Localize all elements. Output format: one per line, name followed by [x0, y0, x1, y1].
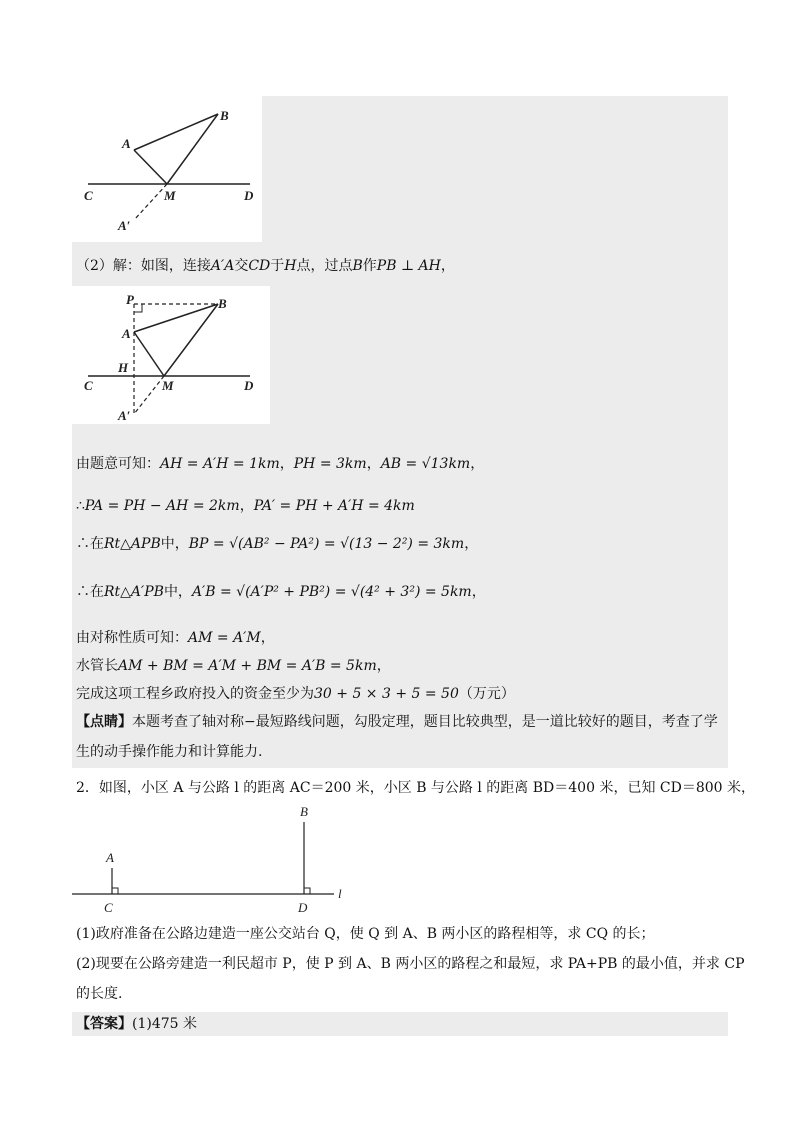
fig1-label-d: D — [244, 188, 254, 203]
step-7-unit: （万元） — [458, 686, 515, 702]
fig3-label-c: C — [104, 900, 113, 915]
step-3-prefix: ∴在 — [76, 536, 104, 552]
figure-3-diagram — [72, 800, 362, 918]
step-6: 水管长AM + BM = A′M + BM = A′B = 5km， — [76, 658, 391, 674]
fig1-label-m: M — [164, 188, 176, 203]
question-1 — [76, 924, 655, 944]
comment-text-2: 生的动手操作能力和计算能力. — [76, 744, 263, 760]
step-6-text: 水管长 — [76, 658, 118, 674]
fig2-label-m: M — [162, 378, 174, 393]
step-3: ∴在Rt△APB中，BP = √(AB² − PA²) = √(13 − 2²) = 3km， — [76, 536, 479, 552]
question-2-text-2: 的长度. — [76, 986, 123, 1002]
step-3-mid: 中， — [160, 536, 189, 552]
step-4-math: A′B = √(A′P² + PB²) = √(4² + 3²) = 5km — [191, 584, 472, 600]
answer-tag: 【答案】 — [76, 1016, 132, 1032]
step-7-math: 30 + 5 × 3 + 5 = 50 — [314, 686, 459, 702]
fig1-label-c: C — [84, 188, 93, 203]
step-7-text: 完成这项工程乡政府投入的资金至少为 — [76, 686, 314, 702]
fig1-label-b: B — [220, 108, 229, 123]
question-2-line-2 — [76, 984, 122, 1004]
step-1-text: 由题意可知： — [76, 456, 160, 472]
question-2-text-1: (2)现要在公路旁建造一利民超市 P，使 P 到 A、B 两小区的路程之和最短，求 PA+PB 的最小值，并求 CP — [76, 956, 745, 972]
step-4-triangle: Rt△A′PB — [104, 584, 164, 600]
solution-intro — [76, 256, 455, 276]
fig1-label-a: A — [122, 136, 131, 151]
step-2-math-2: PA′ = PH + A′H = 4km — [253, 498, 415, 514]
fig2-label-b: B — [218, 296, 227, 311]
intro-mid-2: 于 — [270, 258, 285, 274]
step-4-prefix: ∴在 — [76, 584, 104, 600]
step-5: 由对称性质可知：AM = A′M， — [76, 630, 275, 646]
step-3-math: BP = √(AB² − PA²) = √(13 − 2²) = 3km — [188, 536, 465, 552]
figure-1 — [72, 96, 262, 242]
intro-mid-3: 点，过点 — [296, 258, 353, 274]
comment-line-1 — [76, 712, 718, 732]
step-6-math: AM + BM = A′M + BM = A′B = 5km — [118, 658, 377, 674]
step-1-math-2: PH = 3km — [293, 456, 367, 472]
intro-math-1: A′A — [210, 258, 235, 274]
figure-2 — [72, 286, 270, 424]
step-1-math-3: AB = √13km — [380, 456, 471, 472]
intro-math-4: B — [352, 258, 363, 274]
question-1-text: (1)政府准备在公路边建造一座公交站台 Q，使 Q 到 A、B 两小区的路程相等，求 CQ 的长； — [76, 926, 655, 942]
fig3-label-b: B — [300, 804, 308, 819]
intro-mid: 交 — [234, 258, 249, 274]
intro-text: （2）解：如图，连接 — [76, 258, 211, 274]
comment-line-2 — [76, 742, 262, 762]
fig1-label-aprime: A′ — [118, 218, 131, 233]
step-5-math: AM = A′M — [188, 630, 261, 646]
answer-line — [76, 1014, 197, 1034]
comment-text-1: 本题考查了轴对称−最短路线问题，勾股定理，题目比较典型，是一道比较好的题目，考查了学 — [132, 714, 718, 730]
fig3-label-l: l — [338, 886, 342, 901]
step-2-prefix: ∴ — [76, 498, 85, 514]
question-2-line-1 — [76, 954, 744, 974]
step-2: ∴PA = PH − AH = 2km，PA′ = PH + A′H = 4km — [76, 498, 415, 514]
figure-1-diagram — [72, 96, 262, 242]
intro-mid-4: 作 — [362, 258, 377, 274]
step-1: 由题意可知：AH = A′H = 1km，PH = 3km，AB = √13km， — [76, 456, 485, 472]
intro-math-3: H — [284, 258, 297, 274]
fig3-label-d: D — [298, 900, 308, 915]
intro-math-5: PB ⊥ AH — [376, 258, 441, 274]
intro-end: ， — [440, 258, 455, 274]
fig2-label-c: C — [84, 378, 93, 393]
intro-math-2: CD — [248, 258, 271, 274]
fig2-label-a: A — [122, 326, 131, 341]
step-3-triangle: Rt△APB — [104, 536, 161, 552]
figure-3 — [72, 800, 362, 918]
problem-2-stem-text: 2．如图，小区 A 与公路 l 的距离 AC＝200 米，小区 B 与公路 l 的距离 BD＝400 米，已知 CD＝800 米， — [76, 780, 755, 796]
step-7 — [76, 684, 515, 704]
fig2-label-d: D — [244, 378, 254, 393]
problem-2-stem — [76, 778, 755, 798]
fig2-label-h: H — [118, 360, 129, 375]
step-5-text: 由对称性质可知： — [76, 630, 188, 646]
step-4: ∴在Rt△A′PB中，A′B = √(A′P² + PB²) = √(4² + 3²) = 5km， — [76, 584, 486, 600]
figure-2-diagram — [72, 286, 270, 424]
fig3-label-a: A — [106, 850, 114, 865]
fig2-label-aprime: A′ — [118, 408, 131, 423]
step-2-math-1: PA = PH − AH = 2km — [84, 498, 240, 514]
step-4-mid: 中， — [163, 584, 192, 600]
comment-tag: 【点睛】 — [76, 714, 132, 730]
step-1-math-1: AH = A′H = 1km — [160, 456, 280, 472]
fig2-label-p: P — [126, 292, 134, 307]
answer-text: (1)475 米 — [132, 1016, 198, 1032]
